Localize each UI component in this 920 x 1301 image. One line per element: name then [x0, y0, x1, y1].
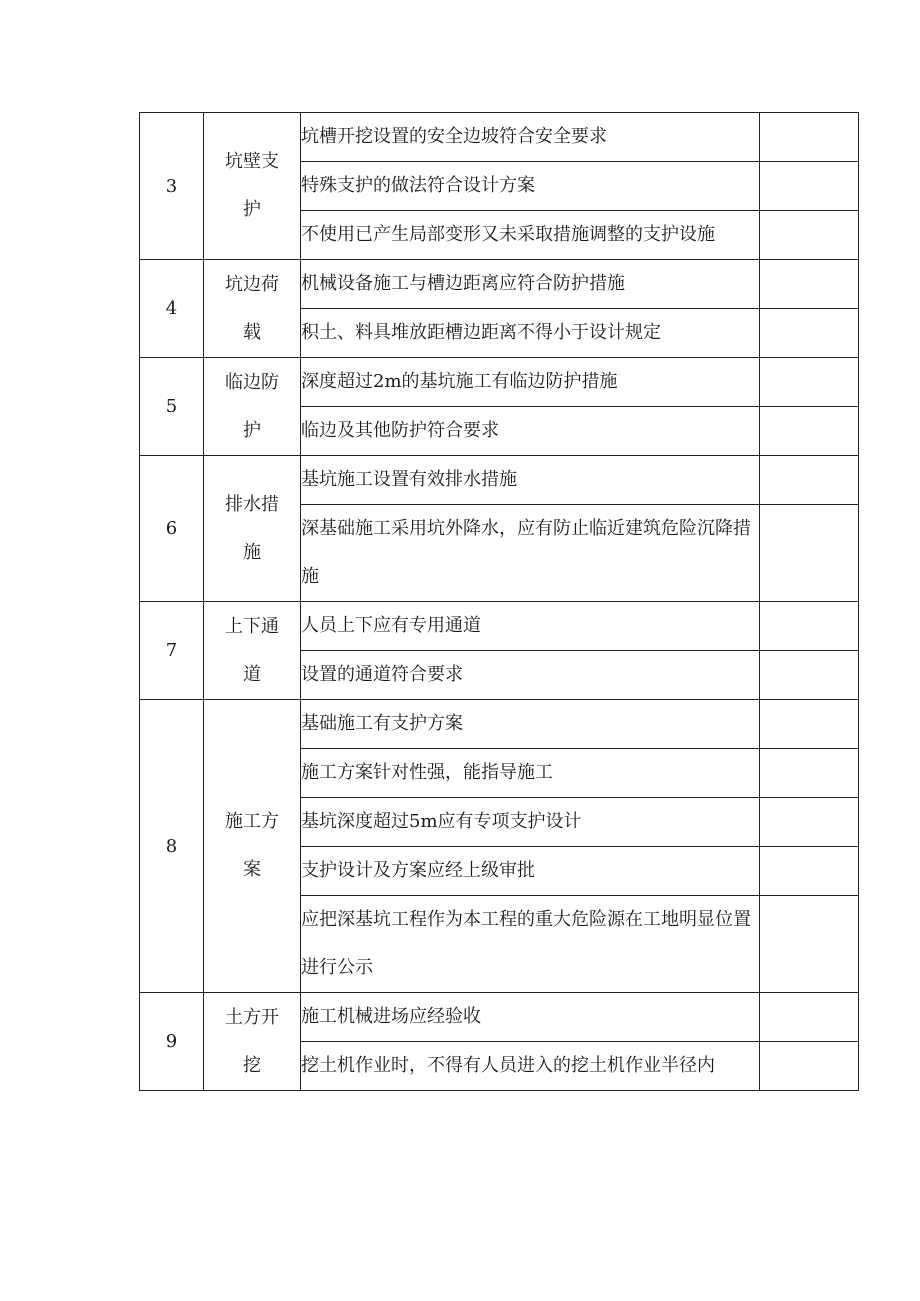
check-item: 应把深基坑工程作为本工程的重大危险源在工地明显位置进行公示 — [301, 896, 760, 993]
table-row — [140, 602, 859, 651]
category-label: 临边防护 — [224, 371, 279, 441]
result-cell[interactable] — [760, 700, 859, 749]
result-cell[interactable] — [760, 407, 859, 456]
category-label: 土方开挖 — [224, 1006, 279, 1076]
result-cell[interactable] — [760, 211, 859, 260]
category-label: 上下通道 — [224, 615, 279, 685]
table-row — [140, 113, 859, 162]
check-item: 施工机械进场应经验收 — [301, 993, 760, 1042]
check-item: 机械设备施工与槽边距离应符合防护措施 — [301, 260, 760, 309]
result-cell[interactable] — [760, 896, 859, 993]
check-item: 深度超过2m的基坑施工有临边防护措施 — [301, 358, 760, 407]
result-cell[interactable] — [760, 505, 859, 602]
category-cell — [204, 456, 301, 602]
row-number: 4 — [140, 260, 204, 358]
table-row — [140, 456, 859, 505]
result-cell[interactable] — [760, 847, 859, 896]
check-item: 坑槽开挖设置的安全边坡符合安全要求 — [301, 113, 760, 162]
category-label: 坑边荷载 — [224, 273, 279, 343]
inspection-table-body — [140, 113, 859, 1091]
check-item: 基坑施工设置有效排水措施 — [301, 456, 760, 505]
category-label: 坑壁支护 — [224, 151, 279, 220]
category-cell — [204, 358, 301, 456]
row-number: 9 — [140, 993, 204, 1091]
check-item: 基础施工有支护方案 — [301, 700, 760, 749]
table-row — [140, 993, 859, 1042]
category-cell — [204, 260, 301, 358]
table-row — [140, 700, 859, 749]
check-item: 人员上下应有专用通道 — [301, 602, 760, 651]
check-item: 支护设计及方案应经上级审批 — [301, 847, 760, 896]
category-cell — [204, 113, 301, 260]
check-item: 深基础施工采用坑外降水，应有防止临近建筑危险沉降措施 — [301, 505, 760, 602]
category-cell — [204, 602, 301, 700]
row-number: 5 — [140, 358, 204, 456]
result-cell[interactable] — [760, 309, 859, 358]
category-cell — [204, 993, 301, 1091]
check-item: 基坑深度超过5m应有专项支护设计 — [301, 798, 760, 847]
check-item: 积土、料具堆放距槽边距离不得小于设计规定 — [301, 309, 760, 358]
result-cell[interactable] — [760, 358, 859, 407]
table-row — [140, 260, 859, 309]
result-cell[interactable] — [760, 993, 859, 1042]
category-label: 排水措施 — [224, 493, 279, 563]
result-cell[interactable] — [760, 749, 859, 798]
row-number: 3 — [140, 113, 204, 260]
check-item: 设置的通道符合要求 — [301, 651, 760, 700]
result-cell[interactable] — [760, 798, 859, 847]
result-cell[interactable] — [760, 260, 859, 309]
result-cell[interactable] — [760, 162, 859, 211]
result-cell[interactable] — [760, 651, 859, 700]
check-item: 挖土机作业时，不得有人员进入的挖土机作业半径内 — [301, 1042, 760, 1091]
table-row — [140, 358, 859, 407]
result-cell[interactable] — [760, 456, 859, 505]
check-item: 特殊支护的做法符合设计方案 — [301, 162, 760, 211]
category-label: 施工方案 — [224, 811, 279, 880]
result-cell[interactable] — [760, 113, 859, 162]
row-number: 8 — [140, 700, 204, 993]
row-number: 6 — [140, 456, 204, 602]
check-item: 不使用已产生局部变形又未采取措施调整的支护设施 — [301, 211, 760, 260]
check-item: 施工方案针对性强，能指导施工 — [301, 749, 760, 798]
check-item: 临边及其他防护符合要求 — [301, 407, 760, 456]
row-number: 7 — [140, 602, 204, 700]
inspection-table — [139, 112, 859, 1091]
result-cell[interactable] — [760, 602, 859, 651]
category-cell — [204, 700, 301, 993]
result-cell[interactable] — [760, 1042, 859, 1091]
